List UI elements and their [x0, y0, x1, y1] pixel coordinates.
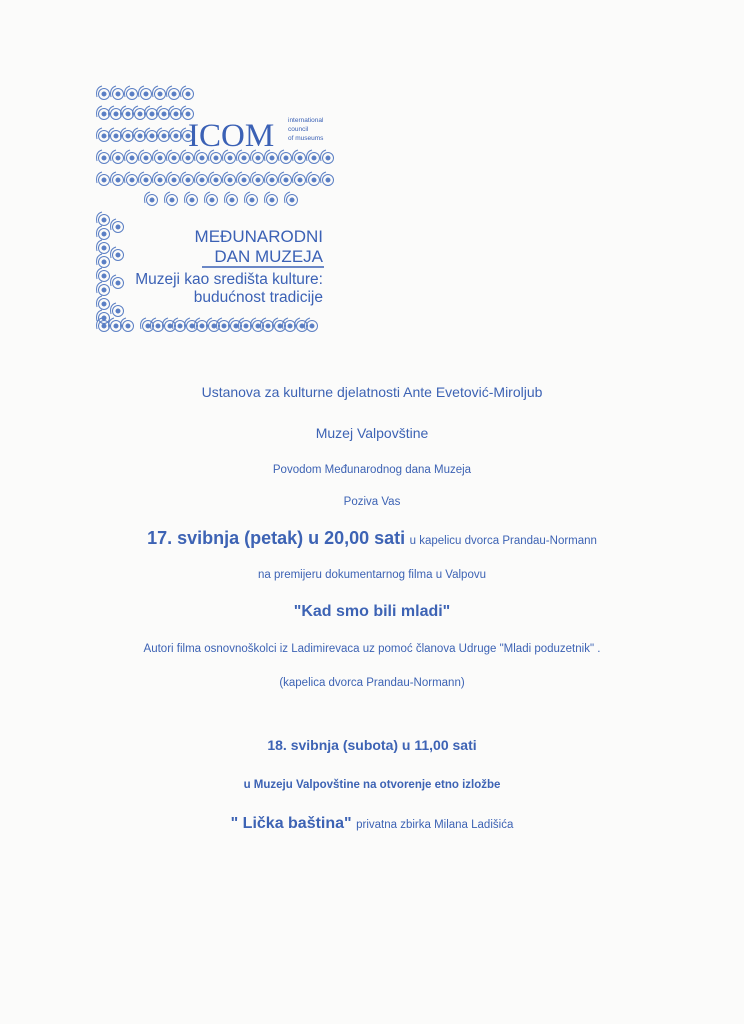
logo-theme-1: Muzeji kao središta kulture:	[135, 271, 323, 288]
institution-name: Ustanova za kulturne djelatnosti Ante Evetović-Miroljub	[201, 384, 543, 400]
event1-place: u kapelicu dvorca Prandau-Normann	[409, 535, 597, 547]
event2-exhibition-title: " Lička baština"	[230, 815, 352, 832]
icom-sub-3: of museums	[288, 135, 324, 142]
event1-location: (kapelica dvorca Prandau-Normann)	[279, 677, 465, 689]
logo-title-2: DAN MUZEJA	[214, 247, 323, 266]
event1-film-title: "Kad smo bili mladi"	[293, 603, 451, 620]
event1-description: na premijeru dokumentarnog filma u Valpovu	[258, 569, 486, 581]
event1-authors: Autori filma osnovnoškolci iz Ladimirevaca uz pomoć članova Udruge "Mladi poduzetnik" .	[143, 643, 601, 655]
event2-collection: privatna zbirka Milana Ladišića	[356, 819, 514, 831]
icom-day-logo	[92, 80, 342, 342]
museum-name: Muzej Valpovštine	[315, 425, 429, 441]
invite-text: Poziva Vas	[343, 496, 401, 508]
icom-sub-2: council	[288, 126, 309, 133]
event2-line	[0, 815, 744, 833]
icom-brand: ICOM	[188, 118, 275, 154]
event2-datetime: 18. svibnja (subota) u 11,00 sati	[267, 737, 477, 753]
event2-description: u Muzeju Valpovštine na otvorenje etno izložbe	[243, 779, 501, 791]
occasion-text: Povodom Međunarodnog dana Muzeja	[272, 464, 472, 476]
logo-theme-2: budućnost tradicije	[193, 289, 323, 306]
icom-sub-1: international	[288, 117, 324, 124]
logo-title-1: MEĐUNARODNI	[194, 227, 323, 246]
event1-datetime: 17. svibnja (petak) u 20,00 sati	[147, 528, 406, 548]
event1-line	[0, 528, 744, 549]
